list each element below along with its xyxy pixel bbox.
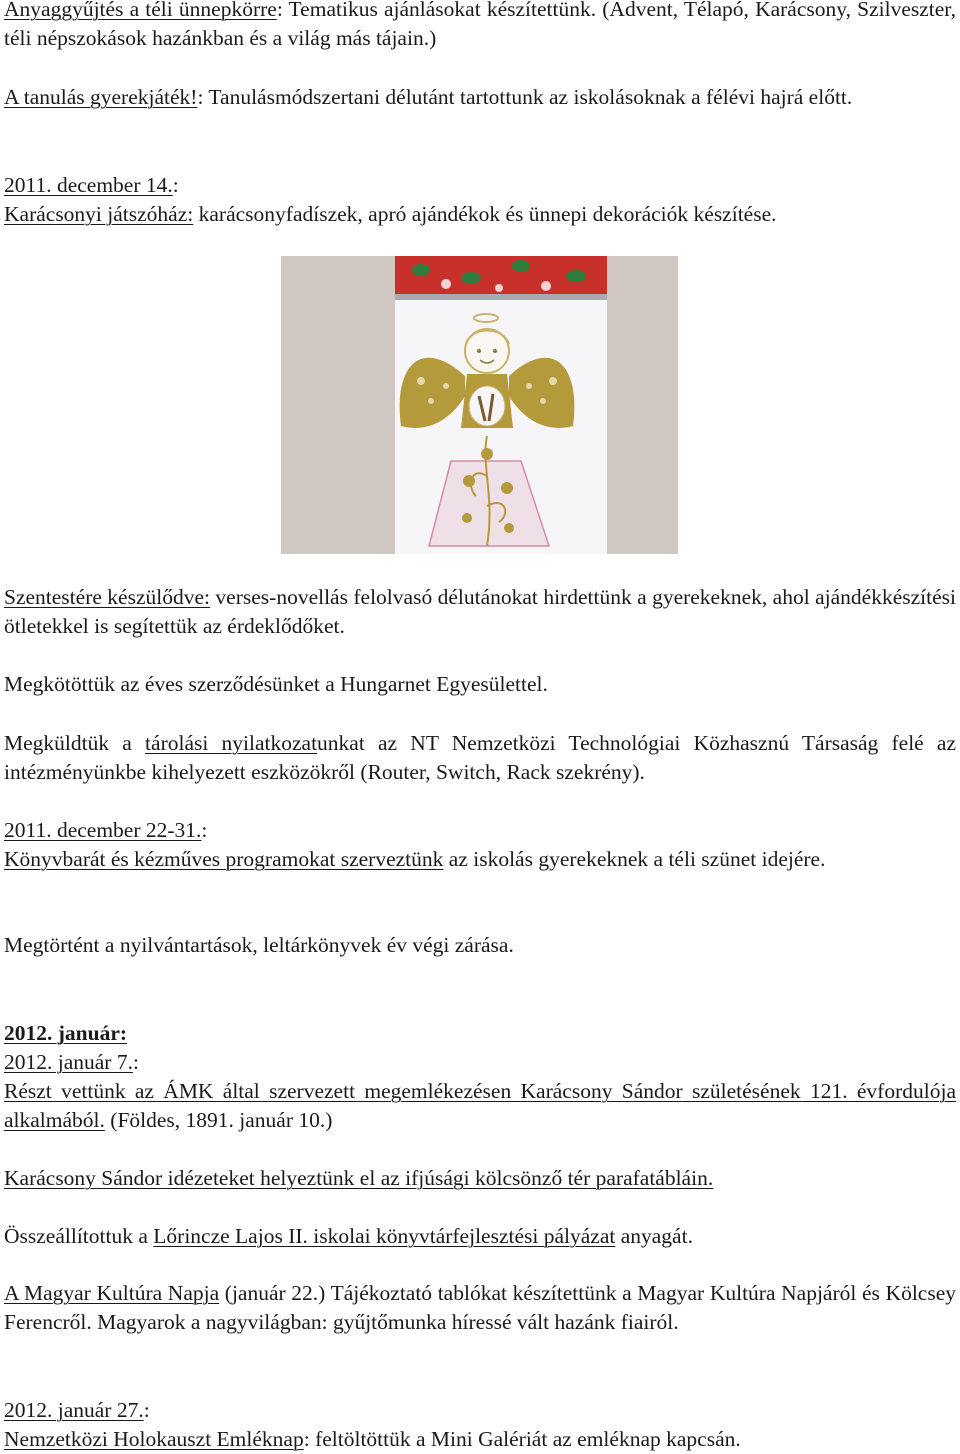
paragraph-pre: Összeállítottuk a: [4, 1224, 154, 1248]
paragraph-konyvbarat: [4, 845, 956, 874]
paragraph-text: Megkötöttük az éves szerződésünket a Hungarnet Egyesülettel.: [4, 672, 548, 696]
month-label: 2012. január:: [4, 1021, 128, 1045]
paragraph-text: (Földes, 1891. január 10.): [104, 1108, 333, 1132]
paragraph-text: karácsonyfadíszek, apró ajándékok és ünnepi dekorációk készítése.: [193, 202, 777, 226]
paragraph-text: : feltöltöttük a Mini Galériát az emléknap kapcsán.: [303, 1427, 741, 1451]
link-tarolasi-nyilatkozat[interactable]: tárolási nyilatkozat: [145, 731, 318, 755]
link-konyvbarat-programok[interactable]: Könyvbarát és kézműves programokat szerveztünk: [4, 847, 444, 871]
paragraph-megemlekezes: [4, 1077, 956, 1135]
paragraph-lorincze: [4, 1222, 956, 1251]
paragraph-text: unkat az NT Nemzetközi Technológiai Közhasznú Társaság felé az intézményünkbe kihelyezett eszközökről (Router, Switch, Rack szekrény).: [4, 731, 956, 784]
date-sep: :: [132, 1050, 139, 1074]
date-label: 2012. január 7.: [4, 1050, 133, 1074]
link-megemlekezes[interactable]: Részt vettünk az ÁMK által szervezett megemlékezésen Karácsony Sándor születésének 121. évfordulója alkalmából.: [4, 1079, 956, 1132]
paragraph-anyaggyujtes: [4, 0, 956, 53]
paragraph-text: : Tanulásmódszertani délutánt tartottunk az iskolásoknak a félévi hajrá előtt.: [197, 85, 853, 109]
link-lorincze-palyazat[interactable]: Lőrincze Lajos II. iskolai könyvtárfejlesztési pályázat: [153, 1224, 616, 1248]
paragraph-hungarnet: [4, 670, 956, 699]
date-sep: :: [172, 173, 179, 197]
link-anyaggyujtes[interactable]: Anyaggyűjtés a téli ünnepkörre: [4, 0, 277, 21]
month-heading-januar: [4, 1019, 956, 1048]
paragraph-kultura-napja: [4, 1279, 956, 1337]
paragraph-idezetek: [4, 1164, 956, 1193]
date-sep: :: [143, 1398, 150, 1422]
link-holokauszt-emleknap[interactable]: Nemzetközi Holokauszt Emléknap: [4, 1427, 304, 1451]
angel-card-photo: [281, 256, 678, 554]
date-heading-dec-14: [4, 171, 956, 200]
date-heading-jan-27: [4, 1396, 956, 1425]
date-heading-jan-7: [4, 1048, 956, 1077]
paragraph-nyilatkozat: [4, 729, 956, 787]
date-sep: :: [201, 818, 208, 842]
paragraph-szentestere: [4, 583, 956, 641]
paragraph-leltar: [4, 931, 956, 960]
paragraph-text: anyagát.: [615, 1224, 693, 1248]
date-label: 2011. december 22-31.: [4, 818, 202, 842]
date-label: 2012. január 27.: [4, 1398, 144, 1422]
link-tanulas-gyerekjatek[interactable]: A tanulás gyerekjáték!: [4, 85, 198, 109]
paragraph-pre: Megküldtük a: [4, 731, 146, 755]
paragraph-text: : Tematikus ajánlásokat készítettünk. (Advent, Télapó, Karácsony, Szilveszter, téli népszokások hazánkban és a világ más tájain.): [4, 0, 956, 50]
paragraph-holokauszt: [4, 1425, 956, 1454]
link-magyar-kultura-napja[interactable]: A Magyar Kultúra Napja: [4, 1281, 220, 1305]
paragraph-text: az iskolás gyerekeknek a téli szünet idejére.: [443, 847, 826, 871]
link-idezetek[interactable]: Karácsony Sándor idézeteket helyeztünk el az ifjúsági kölcsönző tér parafatábláin.: [4, 1166, 714, 1190]
paragraph-tanulas: [4, 83, 956, 112]
date-heading-dec-22-31: [4, 816, 956, 845]
link-szentestere-keszulodve[interactable]: Szentestére készülődve:: [4, 585, 211, 609]
paragraph-jatszohaz: [4, 200, 956, 229]
paragraph-text: verses-novellás felolvasó délutánokat hirdettünk a gyerekeknek, ahol ajándékkészítési ötletekkel is segítettük az érdeklődőket.: [4, 585, 957, 638]
date-label: 2011. december 14.: [4, 173, 173, 197]
link-karacsonyi-jatszohaz[interactable]: Karácsonyi játszóház:: [4, 202, 194, 226]
paragraph-text: (január 22.) Tájékoztató tablókat készítettünk a Magyar Kultúra Napjáról és Kölcsey Ferencről. Magyarok a nagyvilágban: gyűjtőmunka híressé vált hazánk fiairól.: [4, 1281, 956, 1334]
paragraph-text: Megtörtént a nyilvántartások, leltárkönyvek év végi zárása.: [4, 933, 514, 957]
